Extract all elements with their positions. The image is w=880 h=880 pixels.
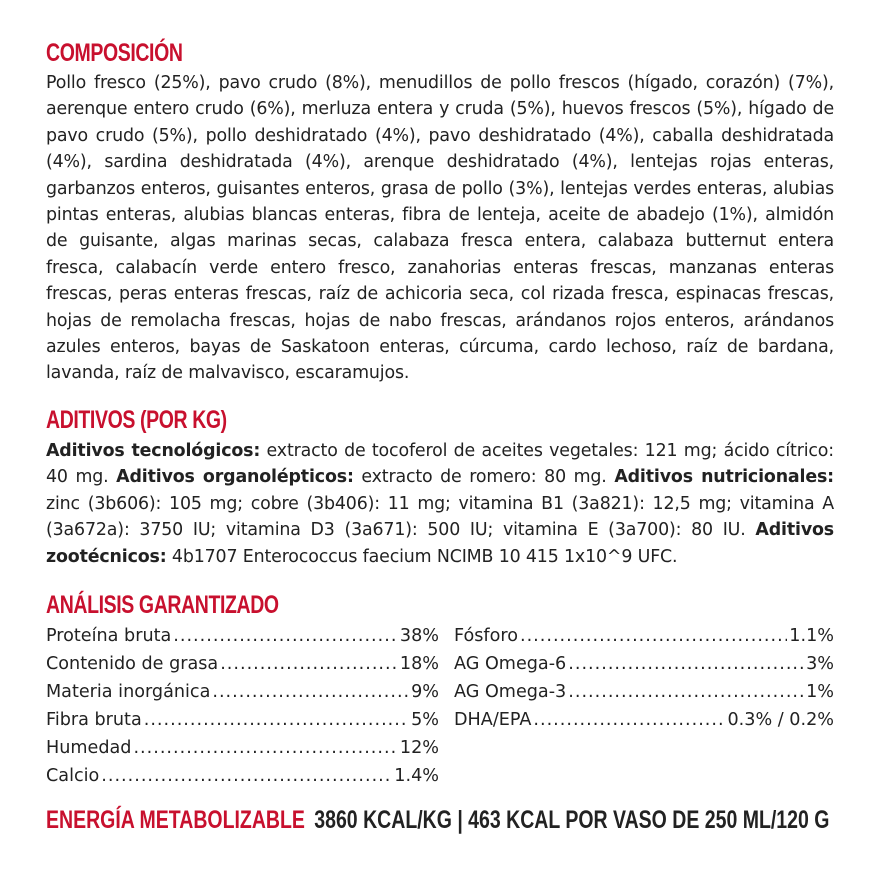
analysis-value: 5% (411, 709, 439, 730)
analysis-row (46, 734, 439, 762)
analysis-value: 1% (806, 681, 834, 702)
analysis-label: Humedad (46, 737, 132, 758)
analysis-row (46, 650, 439, 678)
analysis-row (46, 678, 439, 706)
analysis-row (46, 706, 439, 734)
analysis-value: 12% (399, 737, 439, 758)
analysis-row (454, 622, 834, 650)
analysis-value: 1.4% (394, 765, 439, 786)
energy-label: ENERGÍA METABOLIZABLE (46, 806, 305, 834)
analysis-row (46, 762, 439, 790)
additives-text (46, 438, 834, 570)
analysis-value: 9% (411, 681, 439, 702)
zootechnical-additives-text: 4b1707 Enterococcus faecium NCIMB 10 415 1x10^9 UFC. (166, 546, 678, 567)
analysis-value: 1.1% (789, 625, 834, 646)
tech-additives-label: Aditivos tecnológicos: (46, 440, 261, 461)
composition-heading: COMPOSICIÓN (46, 39, 183, 67)
energy-value: 3860 KCAL/KG | 463 KCAL POR VASO DE 250 ML/120 G (314, 806, 830, 834)
analysis-value: 3% (806, 653, 834, 674)
analysis-row (454, 706, 834, 734)
nutritional-additives-label: Aditivos nutricionales: (614, 467, 834, 488)
analysis-label: Fósforo (454, 625, 518, 646)
analysis-label: Contenido de grasa (46, 653, 219, 674)
tech-additives-text: extracto de tocoferol de aceites vegetales: 121 mg; ácido cítrico: 40 mg. (46, 440, 834, 488)
analysis-label: Calcio (46, 765, 100, 786)
analysis-label: AG Omega-3 (454, 681, 567, 702)
analysis-label: AG Omega-6 (454, 653, 567, 674)
organoleptic-additives-label: Aditivos organolépticos: (116, 467, 354, 488)
analysis-table (46, 622, 834, 790)
zootechnical-additives-label: Aditivos zootécnicos: (46, 520, 834, 567)
nutritional-additives-text: zinc (3b606): 105 mg; cobre (3b406): 11 mg; vitamina B1 (3a821): 12,5 mg; vitamina A (3a672a): 3750 IU; vitamina D3 (3a671): 500 IU; vitamina E (3a700): 80 IU. (46, 493, 834, 541)
analysis-row (454, 650, 834, 678)
organoleptic-additives-text: extracto de romero: 80 mg. (353, 467, 615, 488)
analysis-value: 38% (399, 625, 439, 646)
composition-text: Pollo fresco (25%), pavo crudo (8%), menudillos de pollo frescos (hígado, corazón) (7%), aerenque entero crudo (6%), merluza entera y cruda (5%), huevos frescos (5%), hígado de pavo crudo (5%), pollo deshidratado (4%), pavo deshidratado (4%), caballa deshidratada (4%), sardina deshidratada (4%), arenque deshidratado (4%), lentejas rojas enteras, garbanzos enteros, guisantes enteros, grasa de pollo (3%), lentejas verdes enteras, alubias pintas enteras, alubias blancas enteras, fibra de lenteja, aceite de abadejo (1%), almidón de guisante, algas marinas secas, calabaza fresca entera, calabaza butternut entera fresca, calabacín verde entero fresco, zanahorias enteras frescas, manzanas enteras frescas, peras enteras frescas, raíz de achicoria seca, col rizada fresca, espinacas frescas, hojas de remolacha frescas, hojas de nabo frescas, arándanos rojos enteros, arándanos azules enteros, bayas de Saskatoon enteras, cúrcuma, cardo lechoso, raíz de bardana, lavanda, raíz de malvavisco, escaramujos. (46, 73, 834, 384)
additives-heading: ADITIVOS (POR KG) (46, 405, 227, 434)
analysis-row (454, 678, 834, 706)
analysis-label: DHA/EPA (454, 709, 532, 730)
energy-line (46, 806, 829, 835)
analysis-row (46, 622, 439, 650)
analysis-left-column (46, 622, 439, 790)
analysis-right-column (454, 622, 834, 790)
analysis-label: Fibra bruta (46, 709, 142, 730)
analysis-value: 0.3% / 0.2% (727, 709, 834, 730)
analysis-heading: ANÁLISIS GARANTIZADO (46, 590, 279, 619)
analysis-value: 18% (399, 653, 439, 674)
analysis-label: Materia inorgánica (46, 681, 211, 702)
analysis-label: Proteína bruta (46, 625, 172, 646)
